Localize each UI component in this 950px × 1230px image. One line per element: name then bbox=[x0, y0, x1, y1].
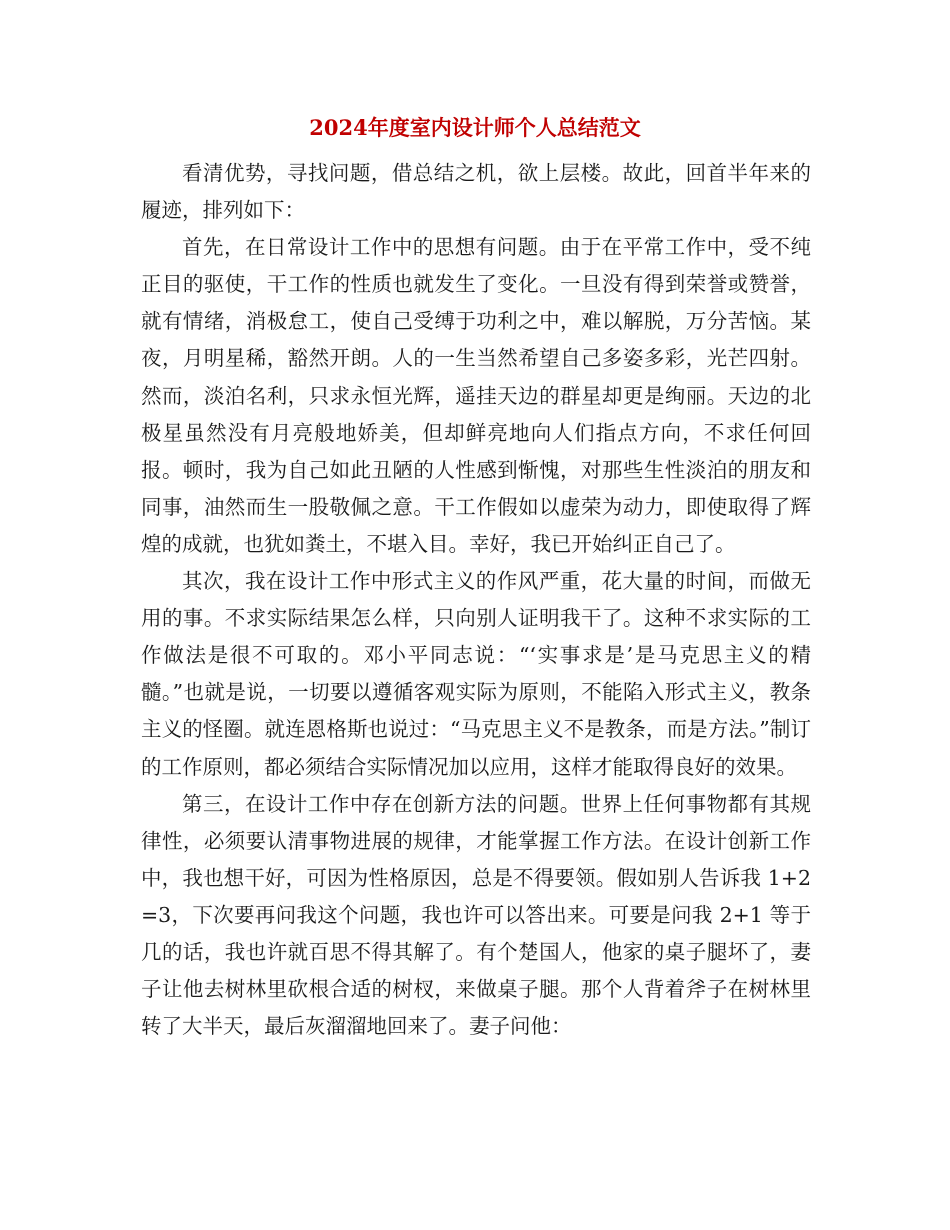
document-title: 2024年度室内设计师个人总结范文 bbox=[309, 115, 641, 140]
paragraph-second-point: 其次，我在设计工作中形式主义的作风严重，花大量的时间，而做无用的事。不求实际结果怎么样，只向别人证明我干了。这种不求实际的工作做法是很不可取的。邓小平同志说：“‘实事求是’是马克思主义的精髓。”也就是说，一切要以遵循客观实际为原则，不能陷入形式主义，教条主义的怪圈。就连恩格斯也说过：“马克思主义不是教条，而是方法。”制订的工作原则，都必须结合实际情况加以应用，这样才能取得良好的效果。 bbox=[141, 569, 811, 779]
paragraph-third-point: 第三，在设计工作中存在创新方法的问题。世界上任何事物都有其规律性，必须要认清事物进展的规律，才能掌握工作方法。在设计创新工作中，我也想干好，可因为性格原因，总是不得要领。假如别人告诉我 1+2=3，下次要再问我这个问题，我也许可以答出来。可要是问我 2+1 等于几的话，我也许就百思不得其解了。有个楚国人，他家的桌子腿坏了，妻子让他去树林里砍根合适的树杈，来做桌子腿。那个人背着斧子在树林里转了大半天，最后灰溜溜地回来了。妻子问他： bbox=[141, 791, 811, 1039]
document-body bbox=[141, 155, 811, 1045]
paragraph-intro: 看清优势，寻找问题，借总结之机，欲上层楼。故此，回首半年来的履迹，排列如下： bbox=[141, 161, 811, 223]
paragraph-first-point: 首先，在日常设计工作中的思想有问题。由于在平常工作中，受不纯正目的驱使，干工作的性质也就发生了变化。一旦没有得到荣誉或赞誉，就有情绪，消极怠工，使自己受缚于功利之中，难以解脱，万分苦恼。某夜，月明星稀，豁然开朗。人的一生当然希望自己多姿多彩，光芒四射。然而，淡泊名利，只求永恒光辉，遥挂天边的群星却更是绚丽。天边的北极星虽然没有月亮般地娇美，但却鲜亮地向人们指点方向，不求任何回报。顿时，我为自己如此丑陋的人性感到惭愧，对那些生性淡泊的朋友和同事，油然而生一股敬佩之意。干工作假如以虚荣为动力，即使取得了辉煌的成就，也犹如粪土，不堪入目。幸好，我已开始纠正自己了。 bbox=[141, 235, 811, 556]
